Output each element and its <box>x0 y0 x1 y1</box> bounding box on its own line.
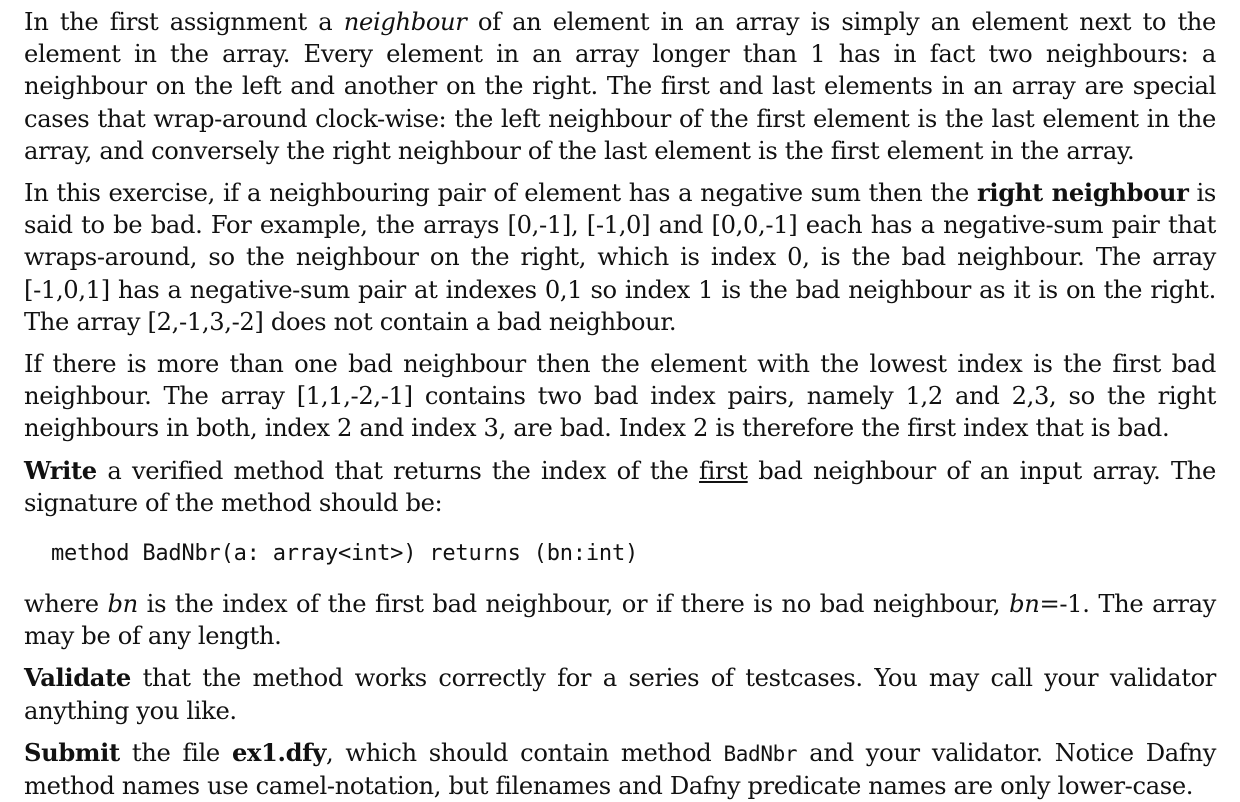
p5-text-a: where <box>24 590 108 619</box>
p7-text-c: and your validator. Notice Dafny method names use camel-notation, but filenames and Dafny predicate names are only lower-case. <box>24 738 1217 801</box>
method-signature-code: method BadNbr(a: array<int>) returns (bn:int) <box>51 541 639 567</box>
p5-text-c: =-1. The array may be of any length. <box>24 590 1216 651</box>
p4-bold: Write <box>24 455 97 485</box>
p7-text-a: the file <box>119 738 232 767</box>
paragraph-where <box>24 588 1216 652</box>
p2-text-a: In this exercise, if a neighbouring pair of element has a negative sum then the <box>24 179 977 208</box>
p1-text-b: of an element in an array is simply an element next to the element in the array. Every element in an array longer than 1 has in fact two neighbours: a neighbour on the left and another on the right. The first and last elements in an array are special cases that wrap-around clock-wise: the left neighbour of the first element is the last element in the array, and conversely the right neighbour of the last element is the first element in the array. <box>24 8 1216 165</box>
p2-text-b: is said to be bad. For example, the arrays [0,-1], [-1,0] and [0,0,-1] each has a negative-sum pair that wraps-around, so the neighbour on the right, which is index 0, is the bad neighbour. The array [-1,0,1] has a negative-sum pair at indexes 0,1 so index 1 is the bad neighbour as it is on the right. The array [2,-1,3,-2] does not contain a bad neighbour. <box>24 179 1216 336</box>
p3-text: If there is more than one bad neighbour then the element with the lowest index is the first bad neighbour. The array [1,1,-2,-1] contains two bad index pairs, namely 1,2 and 2,3, so the right neighbours in both, index 2 and index 3, are bad. Index 2 is therefore the first index that is bad. <box>24 350 1216 443</box>
p4-text-b: bad neighbour of an input array. The signature of the method should be: <box>24 456 1216 517</box>
paragraph-submit <box>24 737 1216 802</box>
p7-bold-filename: ex1.dfy <box>231 737 326 767</box>
p5-text-b: is the index of the first bad neighbour, or if there is no bad neighbour, <box>137 590 1010 619</box>
paragraph-bad-neighbour <box>24 177 1216 338</box>
p7-text-b: , which should contain method <box>325 738 724 767</box>
paragraph-validate <box>24 662 1216 726</box>
p6-text-a: that the method works correctly for a series of testcases. You may call your validator anything you like. <box>24 664 1216 725</box>
p7-method-name: BadNbr <box>723 741 798 766</box>
p5-emphasis-1: bn <box>107 590 138 619</box>
paragraph-neighbour-definition <box>24 6 1216 167</box>
p1-emphasis: neighbour <box>343 8 467 36</box>
p7-bold-submit: Submit <box>24 737 120 767</box>
p4-underline: first <box>699 456 748 485</box>
p5-emphasis-2: bn <box>1009 590 1040 619</box>
p1-text-a: In the first assignment a <box>24 8 344 36</box>
p2-bold: right neighbour <box>977 178 1189 208</box>
p4-text-a: a verified method that returns the index of the <box>96 456 700 485</box>
p6-bold: Validate <box>24 663 131 693</box>
paragraph-first-bad <box>24 348 1216 445</box>
paragraph-write <box>24 455 1216 519</box>
